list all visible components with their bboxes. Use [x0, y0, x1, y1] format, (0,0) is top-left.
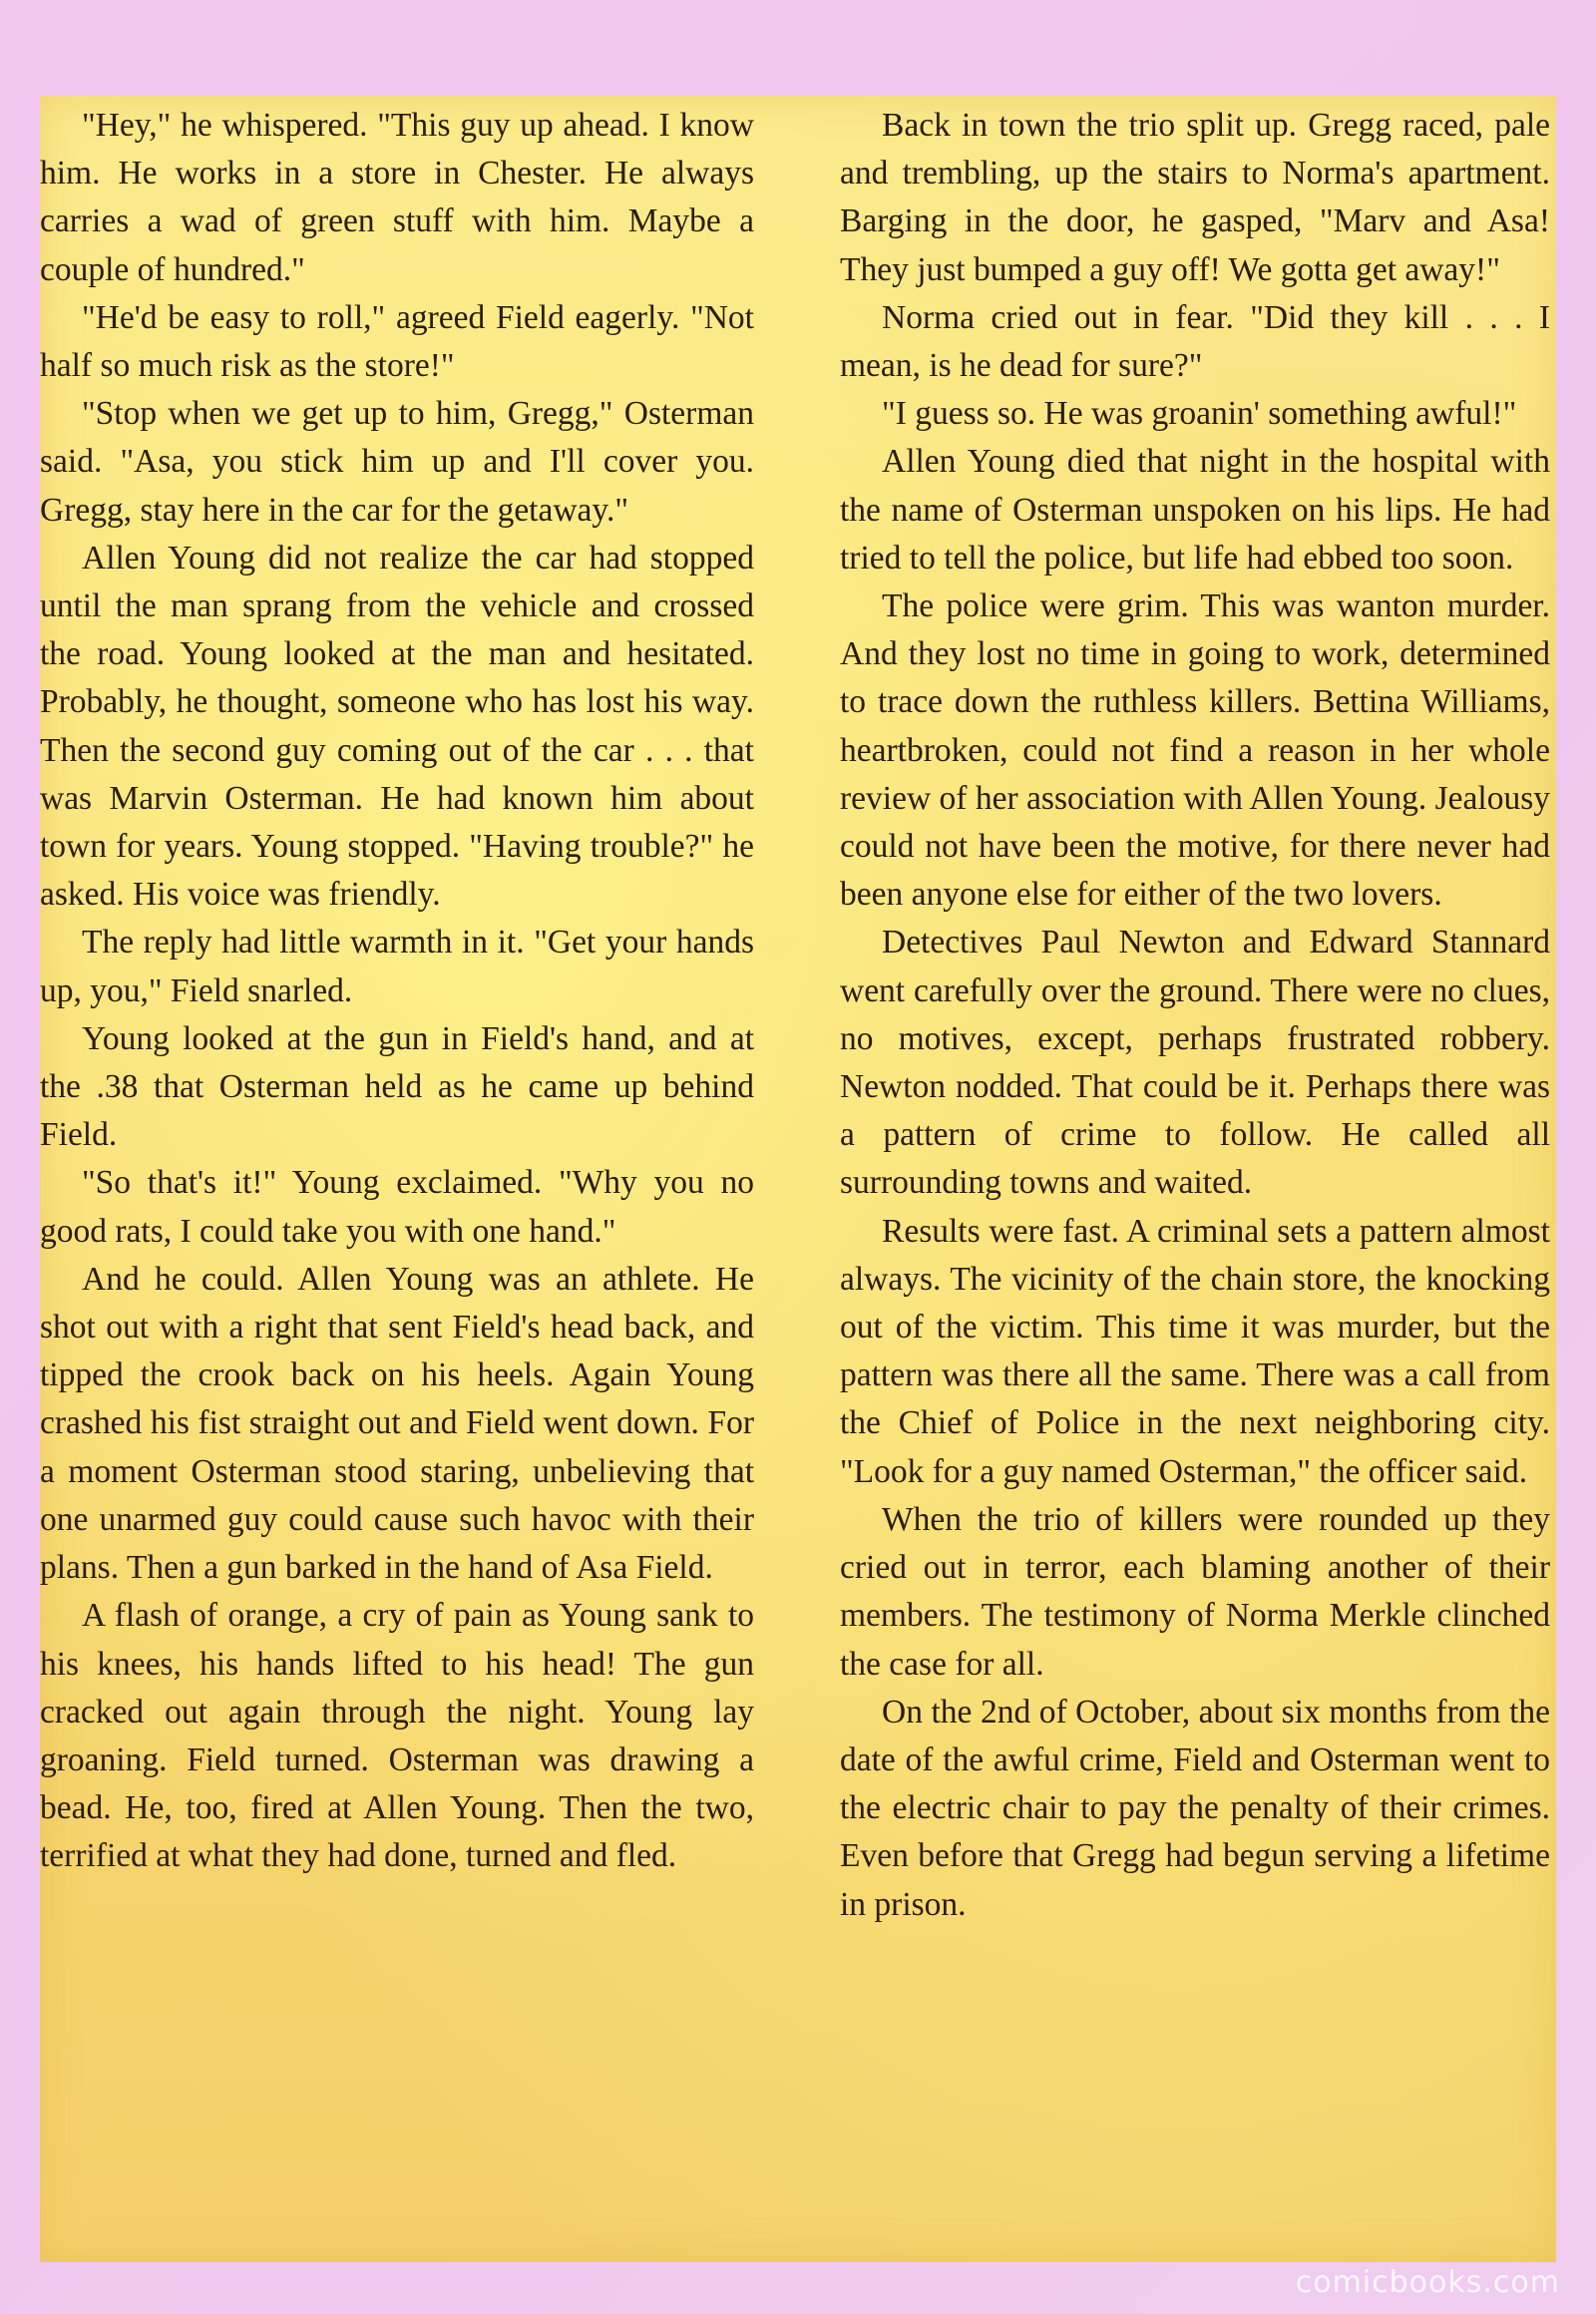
paragraph: "I guess so. He was groanin' something awful!"	[882, 395, 1517, 433]
paragraph: A flash of orange, a cry of pain as Young sank to his knees, his hands lifted to his head! The gun cracked out again through the night. Young lay groaning. Field turned. Osterman was drawing a bead. He, too, fired at Allen Young. Then the two, terrified at what they had done, turned and fled.	[40, 1597, 754, 1875]
paragraph: "So that's it!" Young exclaimed. "Why you no good rats, I could take you with one hand."	[40, 1164, 754, 1250]
left-text-column	[40, 96, 754, 2262]
paragraph: Allen Young did not realize the car had stopped until the man sprang from the vehicle and crossed the road. Young looked at the man and hesitated. Probably, he thought, someone who has lost his way. Then the second guy coming out of the car . . . that was Marvin Osterman. He had known him about town for years. Young stopped. "Having trouble?" he asked. His voice was friendly.	[40, 539, 754, 914]
watermark: comicbooks.com	[1295, 2265, 1560, 2300]
paragraph: "Hey," he whispered. "This guy up ahead. I know him. He works in a store in Chester. He always carries a wad of green stuff with him. Maybe a couple of hundred."	[40, 107, 754, 288]
right-text-column	[840, 96, 1550, 2262]
paragraph: Detectives Paul Newton and Edward Stannard went carefully over the ground. There were no clues, no motives, except, perhaps frustrated robbery. Newton nodded. That could be it. Perhaps there was a pattern of crime to follow. He called all surrounding towns and waited.	[840, 924, 1550, 1202]
paragraph: Allen Young died that night in the hospital with the name of Osterman unspoken on his lips. He had tried to tell the police, but life had ebbed too soon.	[840, 443, 1550, 577]
paragraph: On the 2nd of October, about six months from the date of the awful crime, Field and Osterman went to the electric chair to pay the penalty of their crimes. Even before that Gregg had begun serving a lifetime in prison.	[840, 1693, 1550, 1923]
paragraph: The police were grim. This was wanton murder. And they lost no time in going to work, determined to trace down the ruthless killers. Bettina Williams, heartbroken, could not find a reason in her whole review of her association with Allen Young. Jealousy could not have been the motive, for there never had been anyone else for either of the two lovers.	[840, 587, 1550, 914]
story-page	[40, 96, 1556, 2262]
paragraph: Back in town the trio split up. Gregg raced, pale and trembling, up the stairs to Norma's apartment. Barging in the door, he gasped, "Marv and Asa! They just bumped a guy off! We gotta get away!"	[840, 107, 1550, 288]
paragraph: The reply had little warmth in it. "Get your hands up, you," Field snarled.	[40, 924, 754, 1009]
paragraph: Norma cried out in fear. "Did they kill . . . I mean, is he dead for sure?"	[840, 298, 1550, 385]
paragraph: Young looked at the gun in Field's hand, and at the .38 that Osterman held as he came up behind Field.	[40, 1019, 754, 1154]
paragraph: "Stop when we get up to him, Gregg," Osterman said. "Asa, you stick him up and I'll cover you. Gregg, stay here in the car for the getaway."	[40, 395, 754, 529]
paragraph: And he could. Allen Young was an athlete. He shot out with a right that sent Field's head back, and tipped the crook back on his heels. Again Young crashed his fist straight out and Field went down. For a moment Osterman stood staring, unbelieving that one unarmed guy could cause such havoc with their plans. Then a gun barked in the hand of Asa Field.	[40, 1260, 754, 1587]
paragraph: Results were fast. A criminal sets a pattern almost always. The vicinity of the chain store, the knocking out of the victim. This time it was murder, but the pattern was there all the same. There was a call from the Chief of Police in the next neighboring city. "Look for a guy named Osterman," the officer said.	[840, 1212, 1550, 1490]
paragraph: When the trio of killers were rounded up they cried out in terror, each blaming another of their members. The testimony of Norma Merkle clinched the case for all.	[840, 1500, 1550, 1683]
paragraph: "He'd be easy to roll," agreed Field eagerly. "Not half so much risk as the store!"	[40, 298, 754, 385]
